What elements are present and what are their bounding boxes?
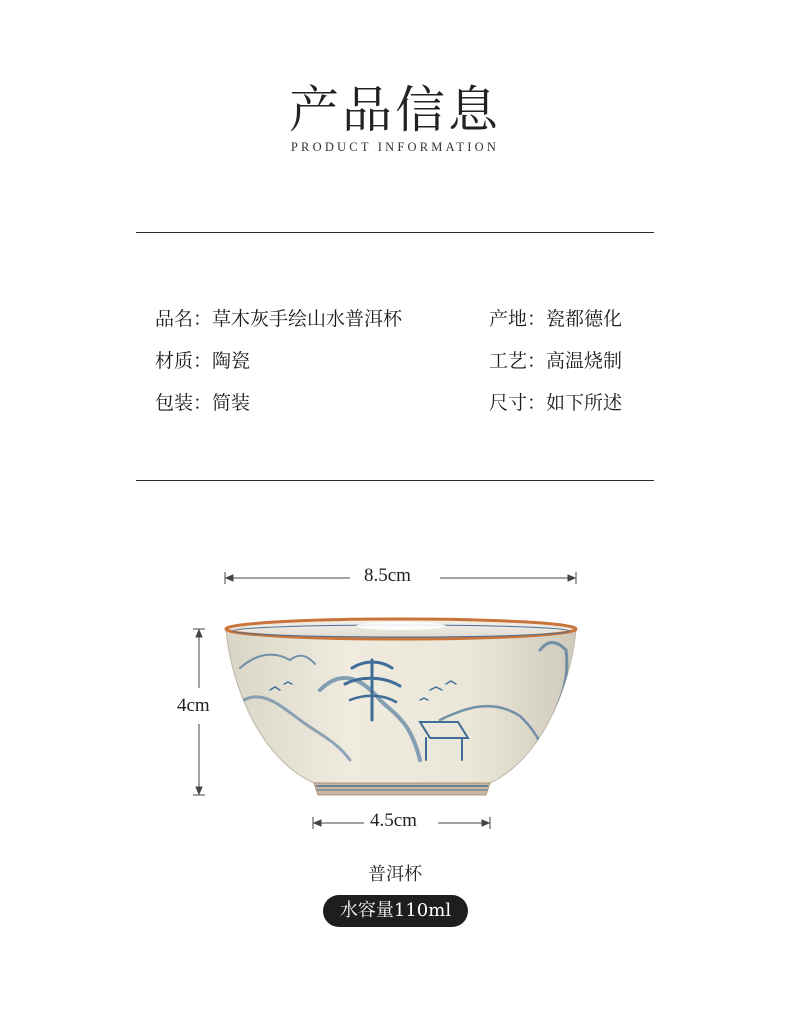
height-label: 4cm <box>177 695 210 716</box>
spec-craft-label: 工艺： <box>489 350 547 372</box>
spec-craft-value: 高温烧制 <box>546 350 623 372</box>
spec-name-label: 品名： <box>155 308 213 330</box>
spec-name-value: 草木灰手绘山水普洱杯 <box>212 308 403 330</box>
page-subtitle: PRODUCT INFORMATION <box>290 140 500 154</box>
spec-origin-value: 瓷都德化 <box>546 308 623 330</box>
product-caption: 普洱杯 <box>368 864 422 885</box>
spec-size-label: 尺寸： <box>489 392 547 414</box>
spec-material-label: 材质： <box>155 350 213 372</box>
capacity-badge: 水容量110ml <box>323 895 468 927</box>
base-label: 4.5cm <box>370 810 417 831</box>
spec-package-value: 简装 <box>212 392 251 414</box>
cup-illustration <box>226 619 576 795</box>
spec-origin-label: 产地： <box>489 308 547 330</box>
spec-package-label: 包装： <box>155 392 213 414</box>
width-label: 8.5cm <box>364 565 411 586</box>
spec-material-value: 陶瓷 <box>212 350 251 372</box>
spec-size-value: 如下所述 <box>546 392 623 414</box>
page-title: 产品信息 <box>289 81 501 139</box>
